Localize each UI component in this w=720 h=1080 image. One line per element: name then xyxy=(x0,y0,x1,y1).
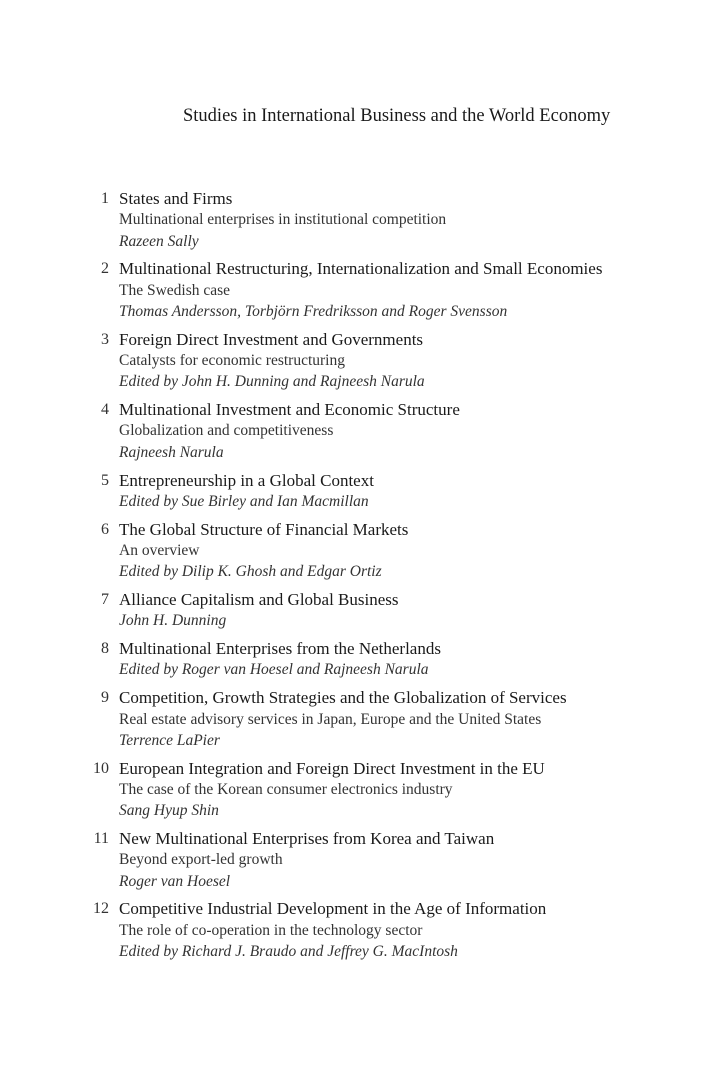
book-author: Edited by Dilip K. Ghosh and Edgar Ortiz xyxy=(119,563,382,581)
book-title: Multinational Investment and Economic Structure xyxy=(119,400,460,420)
series-book-list xyxy=(92,188,652,969)
book-title: Competitive Industrial Development in the Age of Information xyxy=(119,899,547,919)
book-subtitle: Beyond export-led growth xyxy=(119,851,283,869)
book-title: Foreign Direct Investment and Governments xyxy=(119,329,424,349)
book-author: Edited by Roger van Hoesel and Rajneesh Narula xyxy=(119,661,429,679)
book-number: 4 xyxy=(101,401,109,419)
book-number: 9 xyxy=(101,689,109,707)
book-number: 5 xyxy=(101,471,109,489)
book-details xyxy=(119,399,460,463)
book-details xyxy=(119,638,441,681)
book-entry xyxy=(92,828,652,892)
book-details xyxy=(119,329,425,393)
book-entry xyxy=(92,258,652,322)
book-subtitle: An overview xyxy=(119,541,200,559)
book-details xyxy=(119,258,602,322)
book-entry xyxy=(92,758,652,822)
book-details xyxy=(119,828,494,892)
book-entry xyxy=(92,329,652,393)
book-title: Multinational Restructuring, Internationalization and Small Economies xyxy=(119,259,603,279)
book-author: John H. Dunning xyxy=(119,612,227,630)
book-subtitle: Catalysts for economic restructuring xyxy=(119,352,345,370)
book-entry xyxy=(92,687,652,751)
book-number: 6 xyxy=(101,520,109,538)
book-details xyxy=(119,188,446,252)
book-subtitle: The case of the Korean consumer electronics industry xyxy=(119,780,453,798)
book-details xyxy=(119,687,567,751)
book-details xyxy=(119,898,546,962)
book-number: 7 xyxy=(101,591,109,609)
book-subtitle: The role of co-operation in the technology sector xyxy=(119,921,423,939)
book-entry xyxy=(92,898,652,962)
book-title: European Integration and Foreign Direct Investment in the EU xyxy=(119,758,545,778)
book-title: Multinational Enterprises from the Netherlands xyxy=(119,639,441,659)
book-subtitle: The Swedish case xyxy=(119,281,231,299)
book-number: 12 xyxy=(93,900,109,918)
book-author: Thomas Andersson, Torbjörn Fredriksson and Roger Svensson xyxy=(119,302,508,320)
book-number: 3 xyxy=(101,330,109,348)
book-author: Rajneesh Narula xyxy=(119,443,224,461)
book-number: 2 xyxy=(101,260,109,278)
book-details xyxy=(119,589,399,632)
book-author: Sang Hyup Shin xyxy=(119,802,219,820)
book-details xyxy=(119,519,408,583)
book-number: 1 xyxy=(101,190,109,207)
book-number: 10 xyxy=(93,759,109,777)
book-details xyxy=(119,470,374,513)
book-entry xyxy=(92,589,652,632)
book-subtitle: Real estate advisory services in Japan, Europe and the United States xyxy=(119,710,542,728)
book-entry xyxy=(92,519,652,583)
book-author: Edited by Richard J. Braudo and Jeffrey G. MacIntosh xyxy=(119,943,458,960)
book-entry xyxy=(92,470,652,513)
book-title: The Global Structure of Financial Markets xyxy=(119,519,409,539)
book-author: Roger van Hoesel xyxy=(119,872,231,890)
book-title: Entrepreneurship in a Global Context xyxy=(119,470,374,490)
series-title: Studies in International Business and the World Economy xyxy=(183,106,611,126)
book-number: 8 xyxy=(101,640,109,658)
book-subtitle: Multinational enterprises in institutional competition xyxy=(119,211,447,229)
book-title: Competition, Growth Strategies and the Globalization of Services xyxy=(119,688,567,708)
book-author: Edited by John H. Dunning and Rajneesh Narula xyxy=(119,373,425,391)
book-author: Razeen Sally xyxy=(119,232,199,250)
book-title: States and Firms xyxy=(119,189,233,208)
book-subtitle: Globalization and competitiveness xyxy=(119,422,334,440)
book-details xyxy=(119,758,545,822)
book-author: Terrence LaPier xyxy=(119,731,220,749)
book-entry xyxy=(92,638,652,681)
book-entry xyxy=(92,399,652,463)
book-title: New Multinational Enterprises from Korea and Taiwan xyxy=(119,829,495,849)
book-number: 11 xyxy=(93,830,109,848)
book-author: Edited by Sue Birley and Ian Macmillan xyxy=(119,492,369,510)
book-entry xyxy=(92,188,652,252)
book-title: Alliance Capitalism and Global Business xyxy=(119,590,399,610)
